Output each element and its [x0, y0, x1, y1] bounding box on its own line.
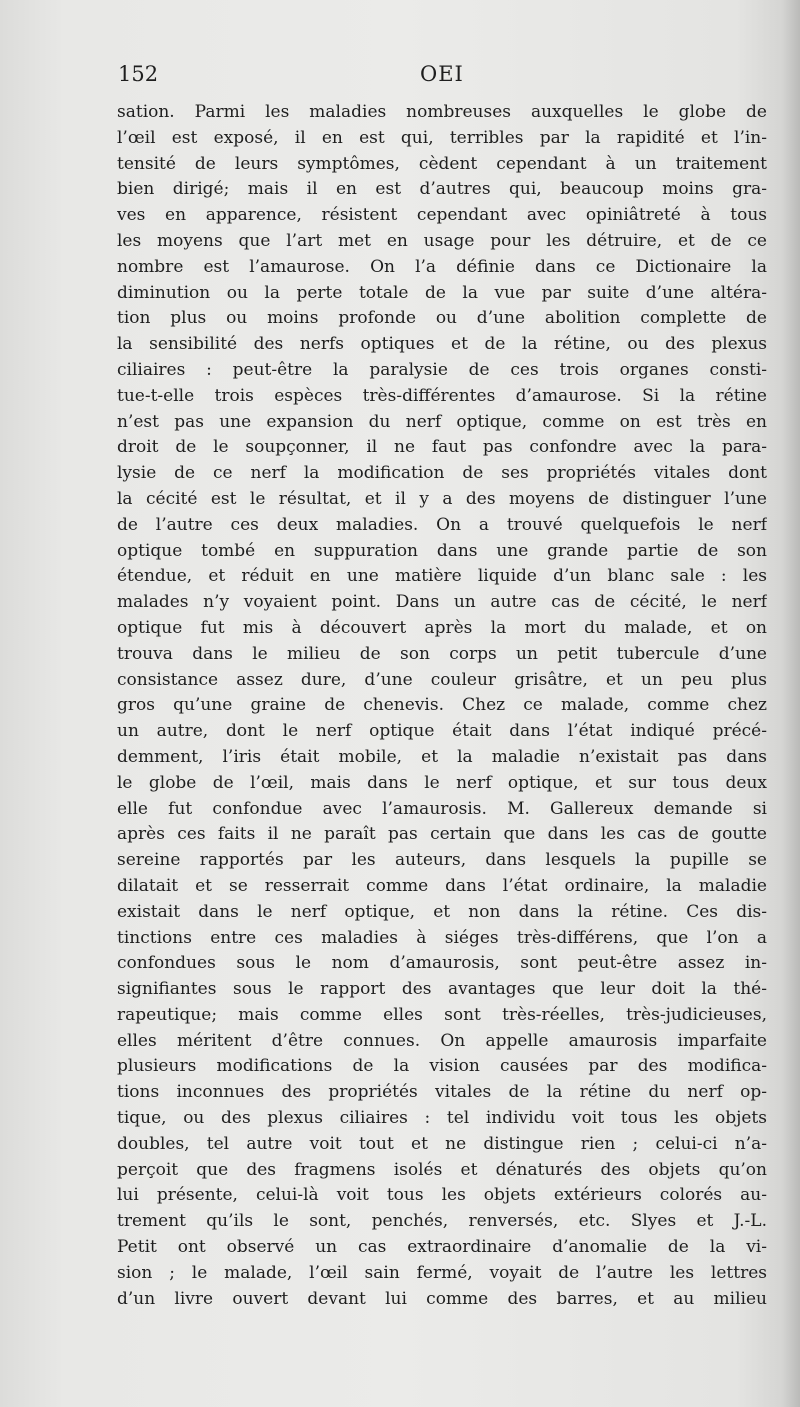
running-head: [118, 62, 768, 92]
text-line: trouva dans le milieu de son corps un petit tubercule d’une: [117, 643, 767, 664]
text-line: diminution ou la perte totale de la vue par suite d’une altéra-: [117, 282, 767, 303]
text-line: tions inconnues des propriétés vitales de la rétine du nerf op-: [117, 1082, 767, 1103]
text-line: tinctions entre ces maladies à siéges très-différens, que l’on a: [117, 927, 767, 948]
body-text: [117, 100, 767, 1312]
text-line: existait dans le nerf optique, et non dans la rétine. Ces dis-: [117, 901, 767, 922]
text-line: dilatait et se resserrait comme dans l’état ordinaire, la maladie: [117, 875, 767, 896]
text-line: d’un livre ouvert devant lui comme des barres, et au milieu: [117, 1288, 767, 1309]
text-line: lui présente, celui-là voit tous les objets extérieurs colorés au-: [117, 1185, 767, 1206]
running-head-word: OEI: [420, 62, 464, 86]
text-line: le globe de l’œil, mais dans le nerf optique, et sur tous deux: [117, 772, 767, 793]
text-line: consistance assez dure, d’une couleur grisâtre, et un peu plus: [117, 669, 767, 690]
text-line: perçoit que des fragmens isolés et dénaturés des objets qu’on: [117, 1159, 767, 1180]
text-line: elles méritent d’être connues. On appelle amaurosis imparfaite: [117, 1030, 767, 1051]
text-line: la sensibilité des nerfs optiques et de la rétine, ou des plexus: [117, 334, 767, 355]
text-line: sereine rapportés par les auteurs, dans lesquels la pupille se: [117, 850, 767, 871]
text-line: Petit ont observé un cas extraordinaire d’anomalie de la vi-: [117, 1237, 767, 1258]
text-line: n’est pas une expansion du nerf optique, comme on est très en: [117, 411, 767, 432]
text-line: demment, l’iris était mobile, et la maladie n’existait pas dans: [117, 746, 767, 767]
text-line: tue-t-elle trois espèces très-différentes d’amaurose. Si la rétine: [117, 385, 767, 406]
text-line: ciliaires : peut-être la paralysie de ces trois organes consti-: [117, 359, 767, 380]
text-line: ves en apparence, résistent cependant avec opiniâtreté à tous: [117, 205, 767, 226]
text-line: de l’autre ces deux maladies. On a trouvé quelquefois le nerf: [117, 514, 767, 535]
text-line: après ces faits il ne paraît pas certain que dans les cas de goutte: [117, 824, 767, 845]
text-line: étendue, et réduit en une matière liquide d’un blanc sale : les: [117, 566, 767, 587]
text-line: la cécité est le résultat, et il y a des moyens de distinguer l’une: [117, 488, 767, 509]
page-edge-shadow: [782, 0, 800, 1407]
text-line: gros qu’une graine de chenevis. Chez ce malade, comme chez: [117, 695, 767, 716]
text-line: elle fut confondue avec l’amaurosis. M. Gallereux demande si: [117, 798, 767, 819]
text-line: droit de le soupçonner, il ne faut pas confondre avec la para-: [117, 437, 767, 458]
text-line: sion ; le malade, l’œil sain fermé, voyait de l’autre les lettres: [117, 1262, 767, 1283]
text-line: confondues sous le nom d’amaurosis, sont peut-être assez in-: [117, 953, 767, 974]
text-line: malades n’y voyaient point. Dans un autre cas de cécité, le nerf: [117, 592, 767, 613]
text-line: bien dirigé; mais il en est d’autres qui, beaucoup moins gra-: [117, 179, 767, 200]
text-line: nombre est l’amaurose. On l’a définie dans ce Dictionaire la: [117, 256, 767, 277]
page-number: 152: [118, 62, 159, 86]
text-line: l’œil est exposé, il en est qui, terribles par la rapidité et l’in-: [117, 127, 767, 148]
text-line: les moyens que l’art met en usage pour les détruire, et de ce: [117, 230, 767, 251]
text-line: sation. Parmi les maladies nombreuses auxquelles le globe de: [117, 102, 767, 122]
text-line: doubles, tel autre voit tout et ne distingue rien ; celui-ci n’a-: [117, 1133, 767, 1154]
text-line: optique tombé en suppuration dans une grande partie de son: [117, 540, 767, 561]
text-line: plusieurs modifications de la vision causées par des modifica-: [117, 1056, 767, 1077]
text-line: un autre, dont le nerf optique était dans l’état indiqué précé-: [117, 721, 767, 742]
text-line: trement qu’ils le sont, penchés, renversés, etc. Slyes et J.-L.: [117, 1211, 767, 1232]
text-line: signifiantes sous le rapport des avantages que leur doit la thé-: [117, 979, 767, 1000]
text-line: tion plus ou moins profonde ou d’une abolition complette de: [117, 308, 767, 329]
text-line: rapeutique; mais comme elles sont très-réelles, très-judicieuses,: [117, 1004, 767, 1025]
text-line: optique fut mis à découvert après la mort du malade, et on: [117, 617, 767, 638]
text-line: tique, ou des plexus ciliaires : tel individu voit tous les objets: [117, 1108, 767, 1129]
text-line: tensité de leurs symptômes, cèdent cependant à un traitement: [117, 153, 767, 174]
text-line: lysie de ce nerf la modification de ses propriétés vitales dont: [117, 463, 767, 484]
